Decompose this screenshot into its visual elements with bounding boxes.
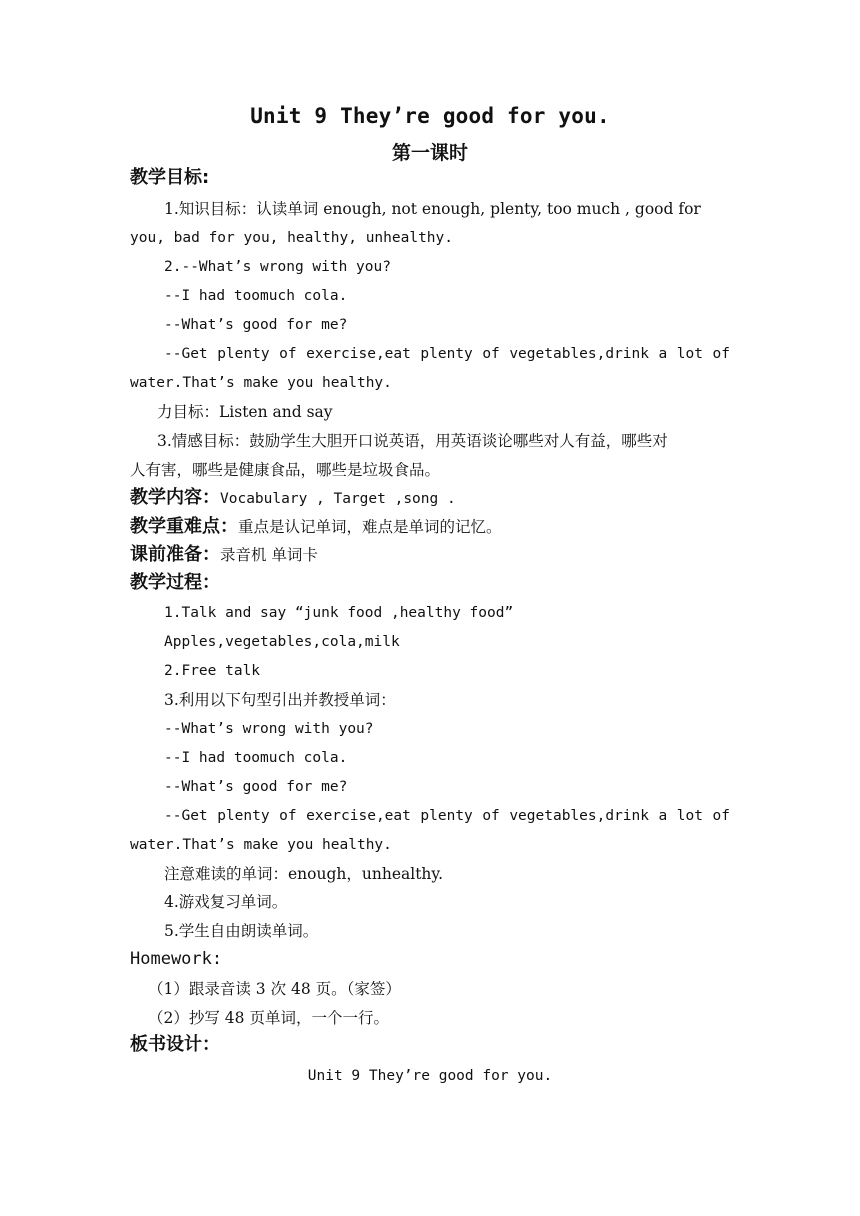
- process-heading: 教学过程：: [130, 572, 220, 593]
- process-line: 2.Free talk: [164, 663, 261, 679]
- objective-line: 人有害，哪些是健康食品，哪些是垃圾食品。: [130, 461, 441, 479]
- process-line: --Get plenty of exercise,eat plenty of vegetables,drink a lot of: [164, 808, 730, 824]
- homework-line: （1）跟录音读 3 次 48 页。（家签）: [148, 980, 401, 998]
- objective-line: 2.--What’s wrong with you?: [164, 259, 391, 275]
- board-heading: 板书设计：: [130, 1034, 220, 1055]
- objective-line: 1.知识目标：认读单词 enough, not enough, plenty, too much , good for: [164, 200, 701, 218]
- homework-line: （2）抄写 48 页单词，一个一行。: [148, 1009, 389, 1027]
- objective-line: --I had toomuch cola.: [164, 288, 348, 304]
- prep-heading: 课前准备：: [130, 544, 220, 565]
- objective-line: water.That’s make you healthy.: [130, 375, 392, 391]
- process-line: 注意难读的单词：enough，unhealthy.: [164, 865, 444, 883]
- objective-line: you, bad for you, healthy, unhealthy.: [130, 230, 454, 246]
- difficulty-heading: 教学重难点：: [130, 516, 238, 537]
- process-line: 1.Talk and say “junk food ,healthy food”: [164, 605, 514, 621]
- process-line: water.That’s make you healthy.: [130, 837, 392, 853]
- process-line: 5.学生自由朗读单词。: [164, 922, 319, 940]
- process-line: --I had toomuch cola.: [164, 750, 348, 766]
- process-line: Apples,vegetables,cola,milk: [164, 634, 400, 650]
- objective-line: --What’s good for me?: [164, 317, 348, 333]
- process-line: --What’s good for me?: [164, 779, 348, 795]
- prep-row: [130, 545, 730, 565]
- difficulty-text: 重点是认记单词，难点是单词的记忆。: [238, 518, 502, 536]
- prep-text: 录音机 单词卡: [220, 546, 318, 564]
- homework-heading: Homework:: [130, 949, 223, 969]
- objective-line: --Get plenty of exercise,eat plenty of vegetables,drink a lot of: [164, 346, 730, 362]
- process-line: 3.利用以下句型引出并教授单词：: [164, 691, 396, 709]
- page-title: Unit 9 They’re good for you.: [250, 104, 610, 128]
- content-heading: 教学内容：: [130, 487, 220, 508]
- process-line: --What’s wrong with you?: [164, 721, 374, 737]
- objective-line: 力目标：Listen and say: [157, 403, 333, 421]
- content-row: [130, 488, 730, 509]
- process-line: 4.游戏复习单词。: [164, 893, 288, 911]
- content-text: Vocabulary , Target ,song .: [220, 491, 456, 507]
- objective-line: 3.情感目标：鼓励学生大胆开口说英语，用英语谈论哪些对人有益，哪些对: [157, 432, 668, 450]
- board-text: Unit 9 They’re good for you.: [307, 1068, 553, 1084]
- difficulty-row: [130, 517, 730, 537]
- objectives-heading: 教学目标:: [130, 167, 210, 188]
- page-subtitle: 第一课时: [391, 142, 468, 164]
